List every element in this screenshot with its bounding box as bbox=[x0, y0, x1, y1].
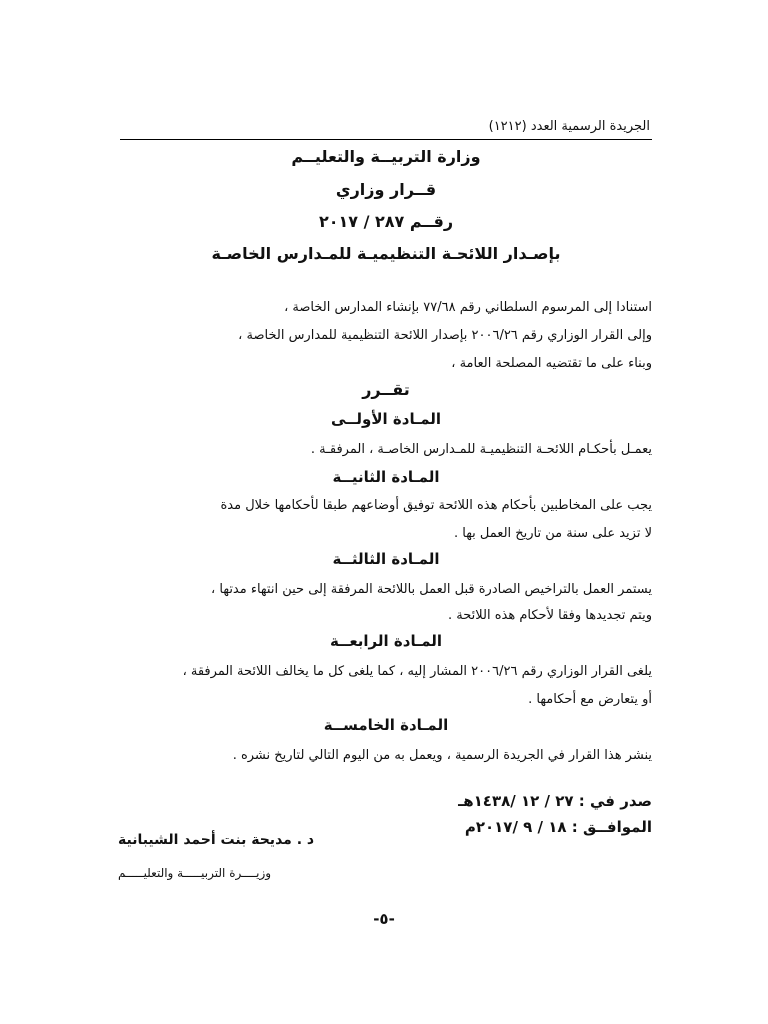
decrees-heading: تقــرر bbox=[362, 380, 410, 399]
page-number: -٥- bbox=[373, 910, 395, 928]
article-text: يستمر العمل بالتراخيص الصادرة قبل العمل باللائحة المرفقة إلى حين انتهاء مدتها ، bbox=[211, 582, 652, 597]
issue-date-hijri: صدر في : ٢٧ / ١٢ /١٤٣٨هـ bbox=[458, 792, 652, 810]
article-text: لا تزيد على سنة من تاريخ العمل بها . bbox=[453, 526, 652, 541]
signatory-name: د . مديحة بنت أحمد الشيبانية bbox=[118, 832, 315, 848]
decision-subject: بإصـدار اللائحـة التنظيميـة للمـدارس الخاصـة bbox=[211, 244, 561, 263]
article-text: يعمـل بأحكـام اللائحـة التنظيميـة للمـدارس الخاصـة ، المرفقـة . bbox=[310, 442, 652, 457]
article-text: يجب على المخاطبين بأحكام هذه اللائحة توفيق أوضاعهم طبقا لأحكامها خلال مدة bbox=[220, 498, 652, 513]
article-title: المـادة الثانيــة bbox=[332, 468, 440, 486]
article-title: المـادة الثالثــة bbox=[332, 550, 440, 568]
issue-date-gregorian: الموافــق : ١٨ / ٩ /٢٠١٧م bbox=[464, 818, 652, 836]
preamble-line: وإلى القرار الوزاري رقم ٢٠٠٦/٢٦ بإصدار اللائحة التنظيمية للمدارس الخاصة ، bbox=[238, 328, 652, 343]
preamble-line: وبناء على ما تقتضيه المصلحة العامة ، bbox=[451, 356, 652, 371]
article-text: ويتم تجديدها وفقا لأحكام هذه اللائحة . bbox=[448, 608, 652, 623]
signatory-title: وزيــــرة التربيـــــة والتعليـــــم bbox=[118, 866, 272, 880]
article-text: ينشر هذا القرار في الجريدة الرسمية ، ويعمل به من اليوم التالي لتاريخ نشره . bbox=[232, 748, 652, 763]
preamble-line: استنادا إلى المرسوم السلطاني رقم ٧٧/٦٨ بإنشاء المدارس الخاصة ، bbox=[284, 300, 652, 315]
decision-title: قــرار وزاري bbox=[335, 180, 437, 199]
article-text: أو يتعارض مع أحكامها . bbox=[528, 692, 652, 707]
article-text: يلغى القرار الوزاري رقم ٢٠٠٦/٢٦ المشار إليه ، كما يلغى كل ما يخالف اللائحة المرفقة ، bbox=[182, 664, 652, 679]
ministry-title: وزارة التربيــة والتعليــم bbox=[291, 147, 481, 166]
article-title: المـادة الرابعــة bbox=[329, 632, 443, 650]
decision-number: رقــم ٢٨٧ / ٢٠١٧ bbox=[318, 212, 454, 231]
gazette-header: الجريدة الرسمية العدد (١٢١٢) bbox=[488, 119, 650, 134]
header-rule bbox=[120, 139, 652, 140]
article-title: المـادة الخامســة bbox=[323, 716, 449, 734]
article-title: المـادة الأولــى bbox=[330, 410, 442, 428]
